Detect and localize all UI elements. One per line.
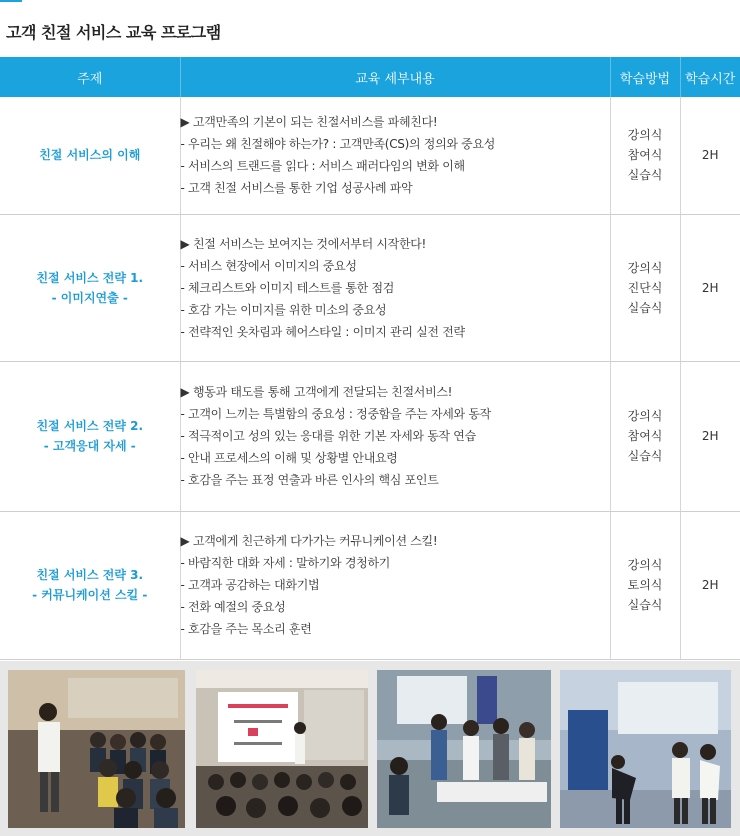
- details-cell: [180, 511, 610, 659]
- details-cell: [180, 361, 610, 511]
- details-list: [181, 111, 610, 199]
- method-item: 참여식: [627, 429, 663, 443]
- details-cell: [180, 97, 610, 214]
- topic-subtitle: - 고객응대 자세 -: [43, 439, 136, 453]
- table-row: [0, 214, 740, 361]
- detail-heading: ▶ 고객만족의 기본이 되는 친절서비스를 파헤친다!: [180, 115, 438, 130]
- topic-cell: [0, 214, 180, 361]
- detail-item: - 바람직한 대화 자세 : 말하기와 경청하기: [180, 556, 391, 570]
- method-item: 실습식: [627, 300, 663, 315]
- detail-item: - 고객이 느끼는 특별함의 중요성 : 정중함을 주는 자세와 동작: [180, 407, 491, 421]
- photo-group-practice-image: [377, 670, 551, 828]
- method-item: 강의식: [627, 260, 663, 275]
- detail-item: - 전략적인 옷차림과 헤어스타일 : 이미지 관리 실전 전략: [180, 324, 465, 339]
- method-item: 토의식: [627, 578, 663, 592]
- photo-lecture-speaker: [8, 670, 185, 828]
- detail-item: - 고객 친절 서비스를 통한 기업 성공사례 파악: [180, 181, 413, 196]
- method-cell: [610, 214, 680, 361]
- table-header-row: [0, 57, 740, 97]
- detail-item: - 서비스의 트랜드를 읽다 : 서비스 패러다임의 변화 이해: [180, 159, 465, 174]
- time-cell: 2H: [680, 97, 740, 214]
- detail-heading: ▶ 친절 서비스는 보여지는 것에서부터 시작한다!: [180, 236, 427, 251]
- topic-title: 친절 서비스 전략 3.: [36, 568, 144, 582]
- details-list: [181, 233, 610, 343]
- topic-cell: [0, 97, 180, 214]
- table-row: [0, 511, 740, 659]
- detail-item: - 호감을 주는 표정 연출과 바른 인사의 핵심 포인트: [180, 473, 439, 487]
- topic-title: 친절 서비스 전략 2.: [36, 419, 144, 433]
- time-cell: 2H: [680, 214, 740, 361]
- detail-item: - 호감 가는 이미지를 위한 미소의 중요성: [180, 302, 387, 317]
- details-cell: [180, 214, 610, 361]
- detail-item: - 고객과 공감하는 대화기법: [180, 578, 320, 592]
- detail-item: - 호감을 주는 목소리 훈련: [180, 622, 312, 636]
- detail-item: - 체크리스트와 이미지 테스트를 통한 점검: [180, 280, 395, 295]
- method-cell: [610, 511, 680, 659]
- details-list: [181, 530, 610, 640]
- title-accent-bar: [0, 0, 22, 2]
- method-cell: [610, 97, 680, 214]
- details-list: [181, 381, 610, 491]
- detail-item: - 전화 예절의 중요성: [180, 600, 286, 614]
- detail-item: - 적극적이고 성의 있는 응대를 위한 기본 자세와 동작 연습: [180, 429, 476, 443]
- table-row: [0, 97, 740, 214]
- detail-heading: ▶ 고객에게 친근하게 다가가는 커뮤니케이션 스킬!: [180, 534, 438, 548]
- topic-cell: [0, 361, 180, 511]
- topic-subtitle: - 커뮤니케이션 스킬 -: [32, 588, 148, 602]
- header-details: 교육 세부내용: [180, 57, 610, 97]
- detail-heading: ▶ 행동과 태도를 통해 고객에게 전달되는 친절서비스!: [180, 385, 453, 399]
- detail-item: - 우리는 왜 친절해야 하는가? : 고객만족(CS)의 정의와 중요성: [180, 137, 496, 152]
- photo-lecture-speaker-image: [8, 670, 185, 828]
- time-cell: 2H: [680, 361, 740, 511]
- table-row: [0, 361, 740, 511]
- page-title: 고객 친절 서비스 교육 프로그램: [6, 23, 221, 42]
- method-item: 실습식: [627, 598, 663, 612]
- photo-bowing-practice: [560, 670, 731, 828]
- detail-item: - 서비스 현장에서 이미지의 중요성: [180, 258, 357, 273]
- topic-subtitle: - 이미지연출 -: [51, 290, 128, 305]
- header-time: 학습시간: [680, 57, 740, 97]
- method-item: 참여식: [627, 148, 663, 163]
- method-item: 실습식: [627, 449, 663, 463]
- header-topic: 주제: [0, 57, 180, 97]
- method-cell: [610, 361, 680, 511]
- photo-classroom-presentation: [196, 670, 368, 828]
- method-item: 강의식: [627, 409, 663, 423]
- header-method: 학습방법: [610, 57, 680, 97]
- topic-cell: [0, 511, 180, 659]
- topic-title: 친절 서비스 전략 1.: [36, 270, 144, 285]
- photo-classroom-presentation-image: [196, 670, 368, 828]
- photo-bowing-practice-image: [560, 670, 731, 828]
- method-item: 진단식: [627, 280, 663, 295]
- detail-item: - 안내 프로세스의 이해 및 상황별 안내요령: [180, 451, 398, 465]
- method-item: 강의식: [627, 128, 663, 143]
- photo-group-practice: [377, 670, 551, 828]
- curriculum-table: [0, 57, 740, 660]
- method-item: 실습식: [627, 168, 663, 183]
- time-cell: 2H: [680, 511, 740, 659]
- method-item: 강의식: [627, 558, 663, 572]
- topic-title: 친절 서비스의 이해: [39, 148, 141, 163]
- photo-strip: [0, 661, 740, 836]
